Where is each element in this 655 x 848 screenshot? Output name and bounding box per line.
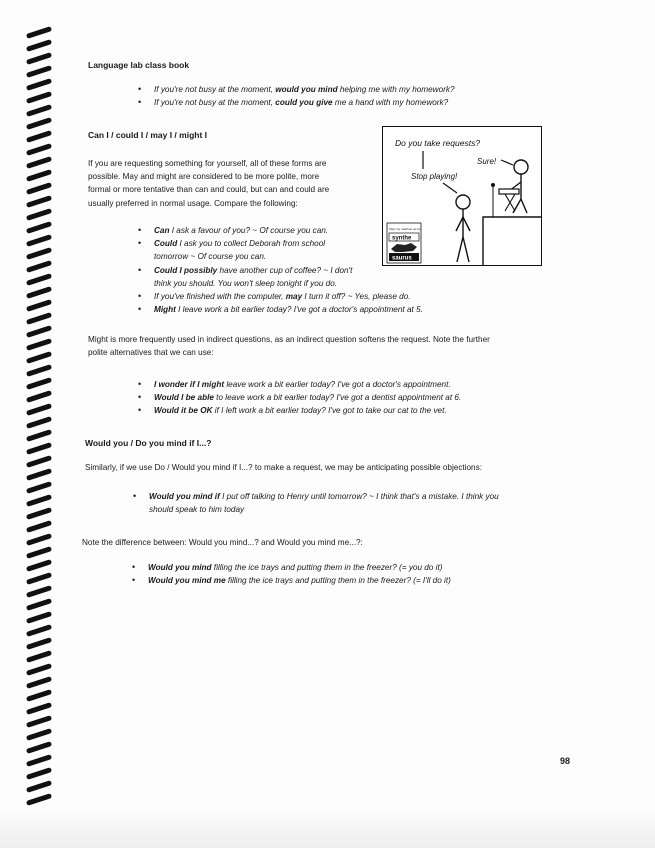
spiral-coil — [26, 689, 52, 702]
spiral-coil — [26, 286, 52, 299]
spiral-coil — [26, 247, 52, 260]
spiral-coil — [26, 208, 52, 221]
spiral-coil — [26, 663, 52, 676]
section-paragraph: If you are requesting something for yourself, all of these forms are possible. May and might are considered to be more polite, more formal or more tentative than can and could, but can and could are usually preferred in normal usage. Compare the following: — [88, 159, 330, 208]
spiral-coil — [26, 455, 52, 468]
spiral-coil — [26, 546, 52, 559]
keyboard-instrument — [499, 189, 519, 194]
section4-paragraph: Note the difference between: Would you mind...? and Would you mind me...?: — [82, 538, 363, 547]
spiral-coil — [26, 299, 52, 312]
stage — [483, 217, 541, 265]
spiral-coil — [26, 702, 52, 715]
spiral-coil — [26, 169, 52, 182]
spiral-coil — [26, 377, 52, 390]
speech-sure: Sure! — [477, 157, 497, 166]
spiral-coil — [26, 559, 52, 572]
spiral-coil — [26, 325, 52, 338]
list-item: • If you're not busy at the moment, could you give me a hand with my homework? — [138, 96, 455, 109]
speech-pointer — [501, 160, 513, 165]
list-item: • If you're not busy at the moment, would you mind helping me with my homework? — [138, 83, 455, 96]
spiral-coil — [26, 728, 52, 741]
spiral-coil — [26, 585, 52, 598]
list-item: • I wonder if I might leave work a bit earlier today? I've got a doctor's appointment. — [138, 378, 558, 391]
comic-illustration — [382, 126, 542, 266]
spiral-coil — [26, 520, 52, 533]
section3-paragraph: Similarly, if we use Do / Would you mind if I...? to make a request, we may be anticipating possible objections: — [85, 463, 482, 472]
spiral-coil — [26, 26, 52, 39]
speech-pointer — [443, 183, 457, 193]
spiral-coil — [26, 624, 52, 637]
spiral-coil — [26, 182, 52, 195]
figure-head — [456, 195, 470, 209]
list-item: • Would you mind if I put off talking to Henry until tomorrow? ~ I think that's a mistake. I think you should speak to him today — [133, 490, 573, 516]
spiral-coil — [26, 390, 52, 403]
spiral-binding — [26, 30, 56, 820]
spiral-coil — [26, 338, 52, 351]
page-number: 98 — [560, 756, 571, 766]
spiral-coil — [26, 676, 52, 689]
player-leg — [513, 199, 521, 213]
spiral-coil — [26, 507, 52, 520]
speech-request: Do you take requests? — [395, 138, 481, 148]
spiral-coil — [26, 754, 52, 767]
figure-arm — [456, 217, 463, 231]
player-leg — [521, 199, 527, 213]
figure-arm — [463, 217, 470, 231]
section-heading: Would you / Do you mind if I...? — [85, 438, 212, 448]
spiral-coil — [26, 273, 52, 286]
spiral-coil — [26, 260, 52, 273]
section2-paragraph: Might is more frequently used in indirect questions, as an indirect question softens the request. Note the further polite alternatives that we can use: — [88, 335, 490, 358]
spiral-coil — [26, 468, 52, 481]
spiral-coil — [26, 234, 52, 247]
list-item: • Would you mind filling the ice trays and putting them in the freezer? (= you do it) — [132, 561, 572, 574]
list-item: • Would it be OK if I left work a bit earlier today? I've got to take our cat to the vet. — [138, 404, 558, 417]
spiral-coil — [26, 429, 52, 442]
list-item: • Could I ask you to collect Deborah from school tomorrow ~ Of course you can. — [138, 237, 468, 263]
player-head — [514, 160, 528, 174]
scan-shadow — [0, 808, 655, 848]
spiral-coil — [26, 312, 52, 325]
spiral-coil — [26, 650, 52, 663]
spiral-coil — [26, 416, 52, 429]
list-item: • Could I possibly have another cup of coffee? ~ I don't think you should. You won't sleep tonight if you do. — [138, 264, 468, 290]
section4-examples — [132, 561, 572, 587]
spiral-coil — [26, 442, 52, 455]
spiral-coil — [26, 351, 52, 364]
spiral-coil — [26, 533, 52, 546]
logo-text: synthe — [392, 235, 412, 242]
speech-stop: Stop playing! — [411, 172, 458, 181]
spiral-coil — [26, 78, 52, 91]
spiral-coil — [26, 637, 52, 650]
figure-leg — [457, 237, 463, 262]
list-item: • Would you mind me filling the ice trays and putting them in the freezer? (= I'll do it) — [132, 574, 572, 587]
spiral-coil — [26, 117, 52, 130]
section3-examples — [133, 490, 573, 516]
spiral-coil — [26, 221, 52, 234]
spiral-coil — [26, 715, 52, 728]
spiral-coil — [26, 130, 52, 143]
spiral-coil — [26, 741, 52, 754]
intro-examples — [138, 83, 455, 109]
list-item: • Might I leave work a bit earlier today? I've got a doctor's appointment at 5. — [138, 303, 468, 316]
spiral-coil — [26, 39, 52, 52]
list-item: • Can I ask a favour of you? ~ Of course you can. — [138, 224, 468, 237]
logo-text: saurus — [392, 255, 412, 262]
comic-drawing — [383, 127, 541, 265]
spiral-coil — [26, 143, 52, 156]
spiral-coil — [26, 156, 52, 169]
svg-text:Shut my machine up by: Shut my machine up by — [389, 227, 421, 231]
section2-examples — [138, 378, 558, 418]
spiral-coil — [26, 364, 52, 377]
spiral-coil — [26, 598, 52, 611]
spiral-coil — [26, 611, 52, 624]
spiral-coil — [26, 104, 52, 117]
spiral-coil — [26, 91, 52, 104]
spiral-coil — [26, 195, 52, 208]
spiral-coil — [26, 767, 52, 780]
spiral-coil — [26, 403, 52, 416]
figure-leg — [463, 237, 469, 262]
list-item: • If you've finished with the computer, may I turn it off? ~ Yes, please do. — [138, 290, 468, 303]
spiral-coil — [26, 481, 52, 494]
spiral-coil — [26, 793, 52, 806]
list-item: • Would I be able to leave work a bit earlier today? I've got a dentist appointment at 6. — [138, 391, 558, 404]
spiral-coil — [26, 52, 52, 65]
section-heading: Can I / could I / may I / might I — [88, 130, 208, 140]
spiral-coil — [26, 780, 52, 793]
spiral-coil — [26, 65, 52, 78]
mic-icon — [491, 183, 495, 187]
spiral-coil — [26, 572, 52, 585]
spiral-coil — [26, 494, 52, 507]
page-header: Language lab class book — [88, 60, 190, 70]
